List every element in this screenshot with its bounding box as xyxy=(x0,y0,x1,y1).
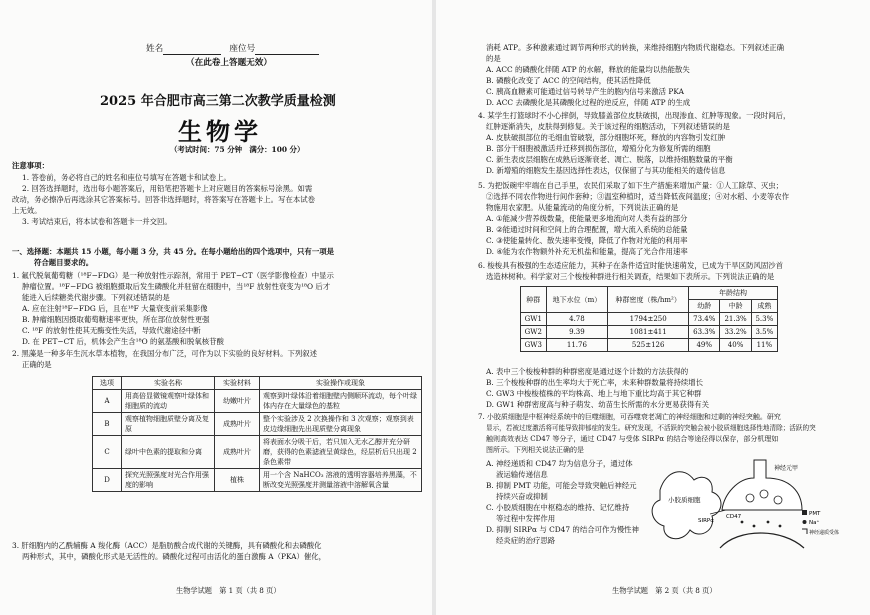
table-cell: GW1 xyxy=(521,313,547,326)
page-2-footer: 生物学试题 第 2 页（共 8 页） xyxy=(612,586,717,595)
page-1 xyxy=(0,0,432,615)
q6-option-c: C. GW3 中梭梭植株的平均株高、地上与地下重比均高于其它种群 xyxy=(486,389,702,398)
figure-label-neuron: 神经元甲 xyxy=(774,465,799,472)
name-label: 姓名 xyxy=(146,44,164,54)
table-cell: 成熟叶片 xyxy=(215,413,260,436)
table-cell: 用高倍显微镜观察叶绿体和细胞质的流动 xyxy=(122,390,215,413)
table-cell: 幼嫩叶片 xyxy=(215,390,260,413)
question-7 xyxy=(478,412,866,456)
question-7-options xyxy=(486,458,646,546)
notice: （在此卷上答题无效） xyxy=(186,58,272,68)
table-cell: A xyxy=(93,390,122,413)
table-row xyxy=(93,390,422,413)
table-header: 年龄结构 xyxy=(689,287,778,300)
q1-option-a: A. 应在注射¹⁸F−FDG 后，且在¹⁸F 大量衰变前采集影像 xyxy=(22,304,208,313)
table-cell: 525±126 xyxy=(608,339,689,352)
subject-title: 生物学 xyxy=(178,117,262,146)
q4-stem: 4. 某学生打篮球时不小心摔倒，导致膝盖部位皮肤破损，出现渗血、红肿等现象。一段时间后， xyxy=(478,111,791,120)
table-cell: 49% xyxy=(689,339,720,352)
q1-stem: 肿瘤位置。¹⁸F−FDG 被细胞摄取后发生磷酸化并驻留在细胞中，当¹⁸F 放射性衰变为¹⁸O 后才 xyxy=(22,282,331,291)
q5-option-b: B. ②能通过时间和空间上的合理配置，增大流入系统的总能量 xyxy=(486,225,688,234)
q3-option-a: A. ACC 的磷酸化伴随 ATP 的水解，释放的能量均以热能散失 xyxy=(486,65,690,74)
table-header: 实验材料 xyxy=(215,377,260,390)
q3-option-c: C. 胰高血糖素可能通过信号转导产生的胞内信号来激活 PKA xyxy=(486,87,684,96)
na-legend-icon xyxy=(803,520,807,524)
figure-label-cd47: CD47 xyxy=(726,514,742,520)
question-4 xyxy=(478,110,866,176)
q6-stem: 6. 梭梭具有极强的生态适应能力，其种子在条件适宜时能快速萌发，已成为干旱区防风固沙首 xyxy=(478,261,784,270)
table-header: 种群 xyxy=(521,287,547,313)
q2-stem: 2. 黑藻是一种多年生沉水草本植物，在我国分布广泛，可作为以下实验的良好材料。下列叙述 xyxy=(12,349,318,358)
q3-option-b: B. 磷酸化改变了 ACC 的空间结构，使其活性降低 xyxy=(486,76,651,85)
q7-option-d: D. 抑制 SIRPα 与 CD47 的结合可作为慢性神 xyxy=(486,525,639,534)
q6-option-a: A. 表中三个梭梭种群的种群密度是通过逐个计数的方法获得的 xyxy=(486,367,689,376)
instruction-line: 2. 回答选择题时，选出每小题答案后，用铅笔把答题卡上对应题目的答案标号涂黑。如需 xyxy=(22,184,313,193)
question-5 xyxy=(478,180,866,257)
table-cell: 整个实验涉及 2 次换操作和 3 次观察；观察到表皮边缘细胞先出现质壁分离现象 xyxy=(260,413,422,436)
table-header: 中龄 xyxy=(720,300,751,313)
table-cell: 探究光照强度对光合作用强度的影响 xyxy=(122,469,215,492)
table-header: 选项 xyxy=(93,377,122,390)
table-cell: 1794±250 xyxy=(608,313,689,326)
question-2 xyxy=(12,348,428,370)
q1-option-b: B. 肿瘤细胞因摄取葡萄糖速率更快，所在部位放射性更强 xyxy=(22,315,210,324)
table-cell: 33.2% xyxy=(720,326,751,339)
q4-option-a: A. 皮肤破损部位的毛细血管破裂，部分细胞坏死，释放的内容物引发红肿 xyxy=(486,133,726,142)
q7-option-d: 经炎症的治疗思路 xyxy=(496,536,556,545)
population-table xyxy=(520,286,778,352)
table-header: 成熟 xyxy=(751,300,777,313)
section-heading-line: 一、选择题：本题共 15 小题，每小题 3 分，共 45 分。在每小题给出的四个选项中，只有一项是 xyxy=(12,247,334,256)
q3-option-d: D. ACC 去磷酸化是其磷酸化过程的逆反应，伴随 ATP 的生成 xyxy=(486,98,691,107)
transmitter-dot xyxy=(767,521,770,524)
q5-stem: 5. 为把饭碗牢牢端在自己手里，农民们采取了如下生产措施来增加产量：①人工除草、灭虫； xyxy=(478,181,784,190)
instructions xyxy=(12,172,422,227)
q3-stem: 消耗 ATP。多种激素通过调节两种形式的转换，来维持细胞内物质代谢稳态。下列叙述正确 xyxy=(486,43,785,52)
legend-pmt: PMT xyxy=(809,511,821,517)
figure-label-sirp: SIRPα xyxy=(698,518,714,524)
transmitter-dot xyxy=(741,521,744,524)
section-heading xyxy=(12,246,426,268)
question-3 xyxy=(12,540,428,562)
q3-stem: 的是 xyxy=(486,54,501,63)
instruction-line: 3. 考试结束后，将本试卷和答题卡一并交回。 xyxy=(22,217,172,226)
table-row xyxy=(521,313,778,326)
time-info: （考试时间：75 分钟 满分：100 分） xyxy=(170,145,305,154)
table-cell: C xyxy=(93,436,122,469)
table-cell: 成熟叶片 xyxy=(215,436,260,469)
q7-option-a: A. 神经递质和 CD47 均为信息分子，通过体 xyxy=(486,459,633,468)
q7-option-c: C. 小胶质细胞在中枢稳态的维持、记忆维持 xyxy=(486,503,630,512)
table-cell: GW2 xyxy=(521,326,547,339)
synapse-figure xyxy=(642,456,840,564)
q1-option-c: C. ¹⁸F 的放射性使其无酶变性失活，导致代谢途径中断 xyxy=(22,326,201,335)
q1-stem: 1. 氟代脱氧葡萄糖（¹⁸F−FDG）是一种放射性示踪剂，常用于 PET−CT（医学影像检查）中显示 xyxy=(12,271,334,280)
table-header-row xyxy=(521,287,778,300)
q4-stem: 红肿逐渐消失，皮肤得到修复。关于该过程的细胞活动，下列叙述错误的是 xyxy=(486,122,730,131)
q7-stem: 7. 小胶质细胞是中枢神经系统中的巨噬细胞，可吞噬衰老凋亡的神经细胞和过剩的神经突触。研究 xyxy=(478,413,781,421)
table-cell: 绿叶中色素的提取和分离 xyxy=(122,436,215,469)
q4-option-d: D. 新增殖的细胞发生基因选择性表达，仅保留了与其功能相关的遗传信息 xyxy=(486,166,726,175)
name-blank xyxy=(163,45,221,55)
seat-blank xyxy=(255,45,319,55)
receptor-legend-icon xyxy=(802,529,807,534)
q3-stem: 两种形式，其中，磷酸化形式是无活性的。磷酸化过程可由活化的蛋白激酶 A（PKA）催化， xyxy=(22,552,327,561)
table-header: 种群密度（株/hm²） xyxy=(608,287,689,313)
q5-option-a: A. ①能减少营养级数量，使能量更多地流向对人类有益的部分 xyxy=(486,214,688,223)
q3-stem: 3. 肝细胞内的乙酰辅酶 A 羧化酶（ACC）是脂肪酸合成代谢的关键酶，具有磷酸化和去磷酸化 xyxy=(12,541,322,550)
q5-option-c: C. ③使能量转化、散失速率变慢，降低了作物对光能的利用率 xyxy=(486,236,688,245)
transmitter-dot xyxy=(779,525,782,528)
table-cell: 1081±411 xyxy=(608,326,689,339)
table-cell: B xyxy=(93,413,122,436)
transmitter-dot xyxy=(753,525,756,528)
table-cell: 11.76 xyxy=(546,339,608,352)
q1-option-d: D. 在 PET−CT 后，机体会产生含¹⁸O 的氨基酸和脱氧核苷酸 xyxy=(22,337,224,346)
instruction-line: 1. 答卷前，务必将自己的姓名和座位号填写在答题卡和试卷上。 xyxy=(22,173,231,182)
question-1 xyxy=(12,270,428,347)
table-cell: 21.3% xyxy=(720,313,751,326)
neuron-terminal xyxy=(722,460,802,510)
q7-option-a: 液运输传递信息 xyxy=(496,470,548,479)
table-header: 实验名称 xyxy=(122,377,215,390)
q2-stem: 正确的是 xyxy=(22,360,52,369)
table-row xyxy=(93,469,422,492)
instruction-line: 改动，务必擦净后再选涂其它答案标号。回答非选择题时，将答案写在答题卡上。写在本试卷 xyxy=(12,195,316,204)
exam-title: 2025 年合肥市高三第二次教学质量检测 xyxy=(100,94,336,109)
table-cell: 5.3% xyxy=(751,313,777,326)
table-cell: D xyxy=(93,469,122,492)
q6-option-b: B. 三个梭梭种群的出生率均大于死亡率，未来种群数量将持续增长 xyxy=(486,378,704,387)
table-row xyxy=(521,339,778,352)
section-heading-line: 符合题目要求的。 xyxy=(34,258,94,267)
q7-option-b: B. 抑制 PMT 功能，可能会导致突触后神经元 xyxy=(486,481,637,490)
table-row xyxy=(93,436,422,469)
seat-label: 座位号 xyxy=(229,44,256,54)
table-cell: 将表面水分吸干后，若只加入无水乙醇并充分研磨，获得的色素滤液呈黄绿色，经层析后只出现 2 条色素带 xyxy=(260,436,422,469)
instructions-title: 注意事项： xyxy=(12,161,49,170)
table-cell: 4.78 xyxy=(546,313,608,326)
table-cell: 11% xyxy=(751,339,777,352)
table-cell: 观察植物细胞质壁分离及复原 xyxy=(122,413,215,436)
q7-option-c: 等过程中发挥作用 xyxy=(496,514,556,523)
table-row xyxy=(521,326,778,339)
table-cell: 用一个含 NaHCO₃ 溶液的透明容器培养黑藻，不断改变光照强度并测量溶液中溶解氧含量 xyxy=(260,469,422,492)
instruction-line: 上无效。 xyxy=(12,206,42,215)
name-field xyxy=(146,44,319,55)
table-header: 幼龄 xyxy=(689,300,720,313)
q7-stem: 触则高效表达 CD47 等分子，通过 CD47 与受体 SIRPα 的结合等途径得以保存，部分机理如 xyxy=(486,435,779,443)
table-row xyxy=(93,413,422,436)
legend-na: Na⁺ xyxy=(809,520,820,526)
table-cell: 40% xyxy=(720,339,751,352)
microglia-cell xyxy=(652,472,721,539)
figure-label-microglia: 小胶质细胞 xyxy=(668,496,701,504)
q5-option-d: D. ④能为农作物额外补充无机盐和能量，提高了光合作用速率 xyxy=(486,247,688,256)
question-6 xyxy=(478,260,866,282)
table-cell: 73.4% xyxy=(689,313,720,326)
table-header-row xyxy=(93,377,422,390)
q6-option-d: D. GW1 种群密度高与种子萌发、幼苗生长所需的水分更易获得有关 xyxy=(486,400,710,409)
table-cell: GW3 xyxy=(521,339,547,352)
table-cell: 植株 xyxy=(215,469,260,492)
table-header: 实验操作或现象 xyxy=(260,377,422,390)
pmt-legend-icon xyxy=(802,510,807,515)
table-cell: 9.39 xyxy=(546,326,608,339)
q7-option-b: 持续兴奋或抑制 xyxy=(496,492,548,501)
experiment-table xyxy=(92,376,422,492)
question-3-continued xyxy=(486,42,864,108)
table-header: 地下水位（m） xyxy=(546,287,608,313)
table-cell: 63.3% xyxy=(689,326,720,339)
table-cell: 观察到叶绿体沿着细胞壁内侧顺环流动，每个叶绿体内存在大量绿色的基粒 xyxy=(260,390,422,413)
q5-stem: 物施用农家肥。从能量流动的角度分析，下列说法正确的是 xyxy=(486,203,679,212)
question-6-options xyxy=(486,366,866,410)
q4-option-b: B. 部分干细胞被激活并迁移到损伤部位，增殖分化为修复所需的细胞 xyxy=(486,144,711,153)
q7-stem: 图所示。下列相关说法正确的是 xyxy=(486,446,584,454)
q6-stem: 选造林树种。科学家对三个梭梭种群进行相关调查，结果如下表所示。下列说法正确的是 xyxy=(486,272,775,281)
postsynaptic-membrane xyxy=(720,521,804,548)
table-cell: 3.5% xyxy=(751,326,777,339)
q4-option-c: C. 新生表皮层细胞在成熟后逐渐衰老、凋亡、脱落，以维持细胞数量的平衡 xyxy=(486,155,733,164)
legend-receptor: 神经递质受体 xyxy=(809,530,840,536)
page-1-footer: 生物学试题 第 1 页（共 8 页） xyxy=(176,586,281,595)
q7-stem: 显示，若被过度激活将可能导致抑郁症的发生。研究发现，不活跃的突触会被小胶质细胞选择性地清除；活跃的突 xyxy=(486,424,816,432)
q1-stem: 能进入后续糖类代谢步骤。下列叙述错误的是 xyxy=(22,293,170,302)
q5-stem: ②选择不同农作物进行间作套种；③温室种植时，适当降低夜间温度；④对水稻、小麦等农作 xyxy=(486,192,790,201)
